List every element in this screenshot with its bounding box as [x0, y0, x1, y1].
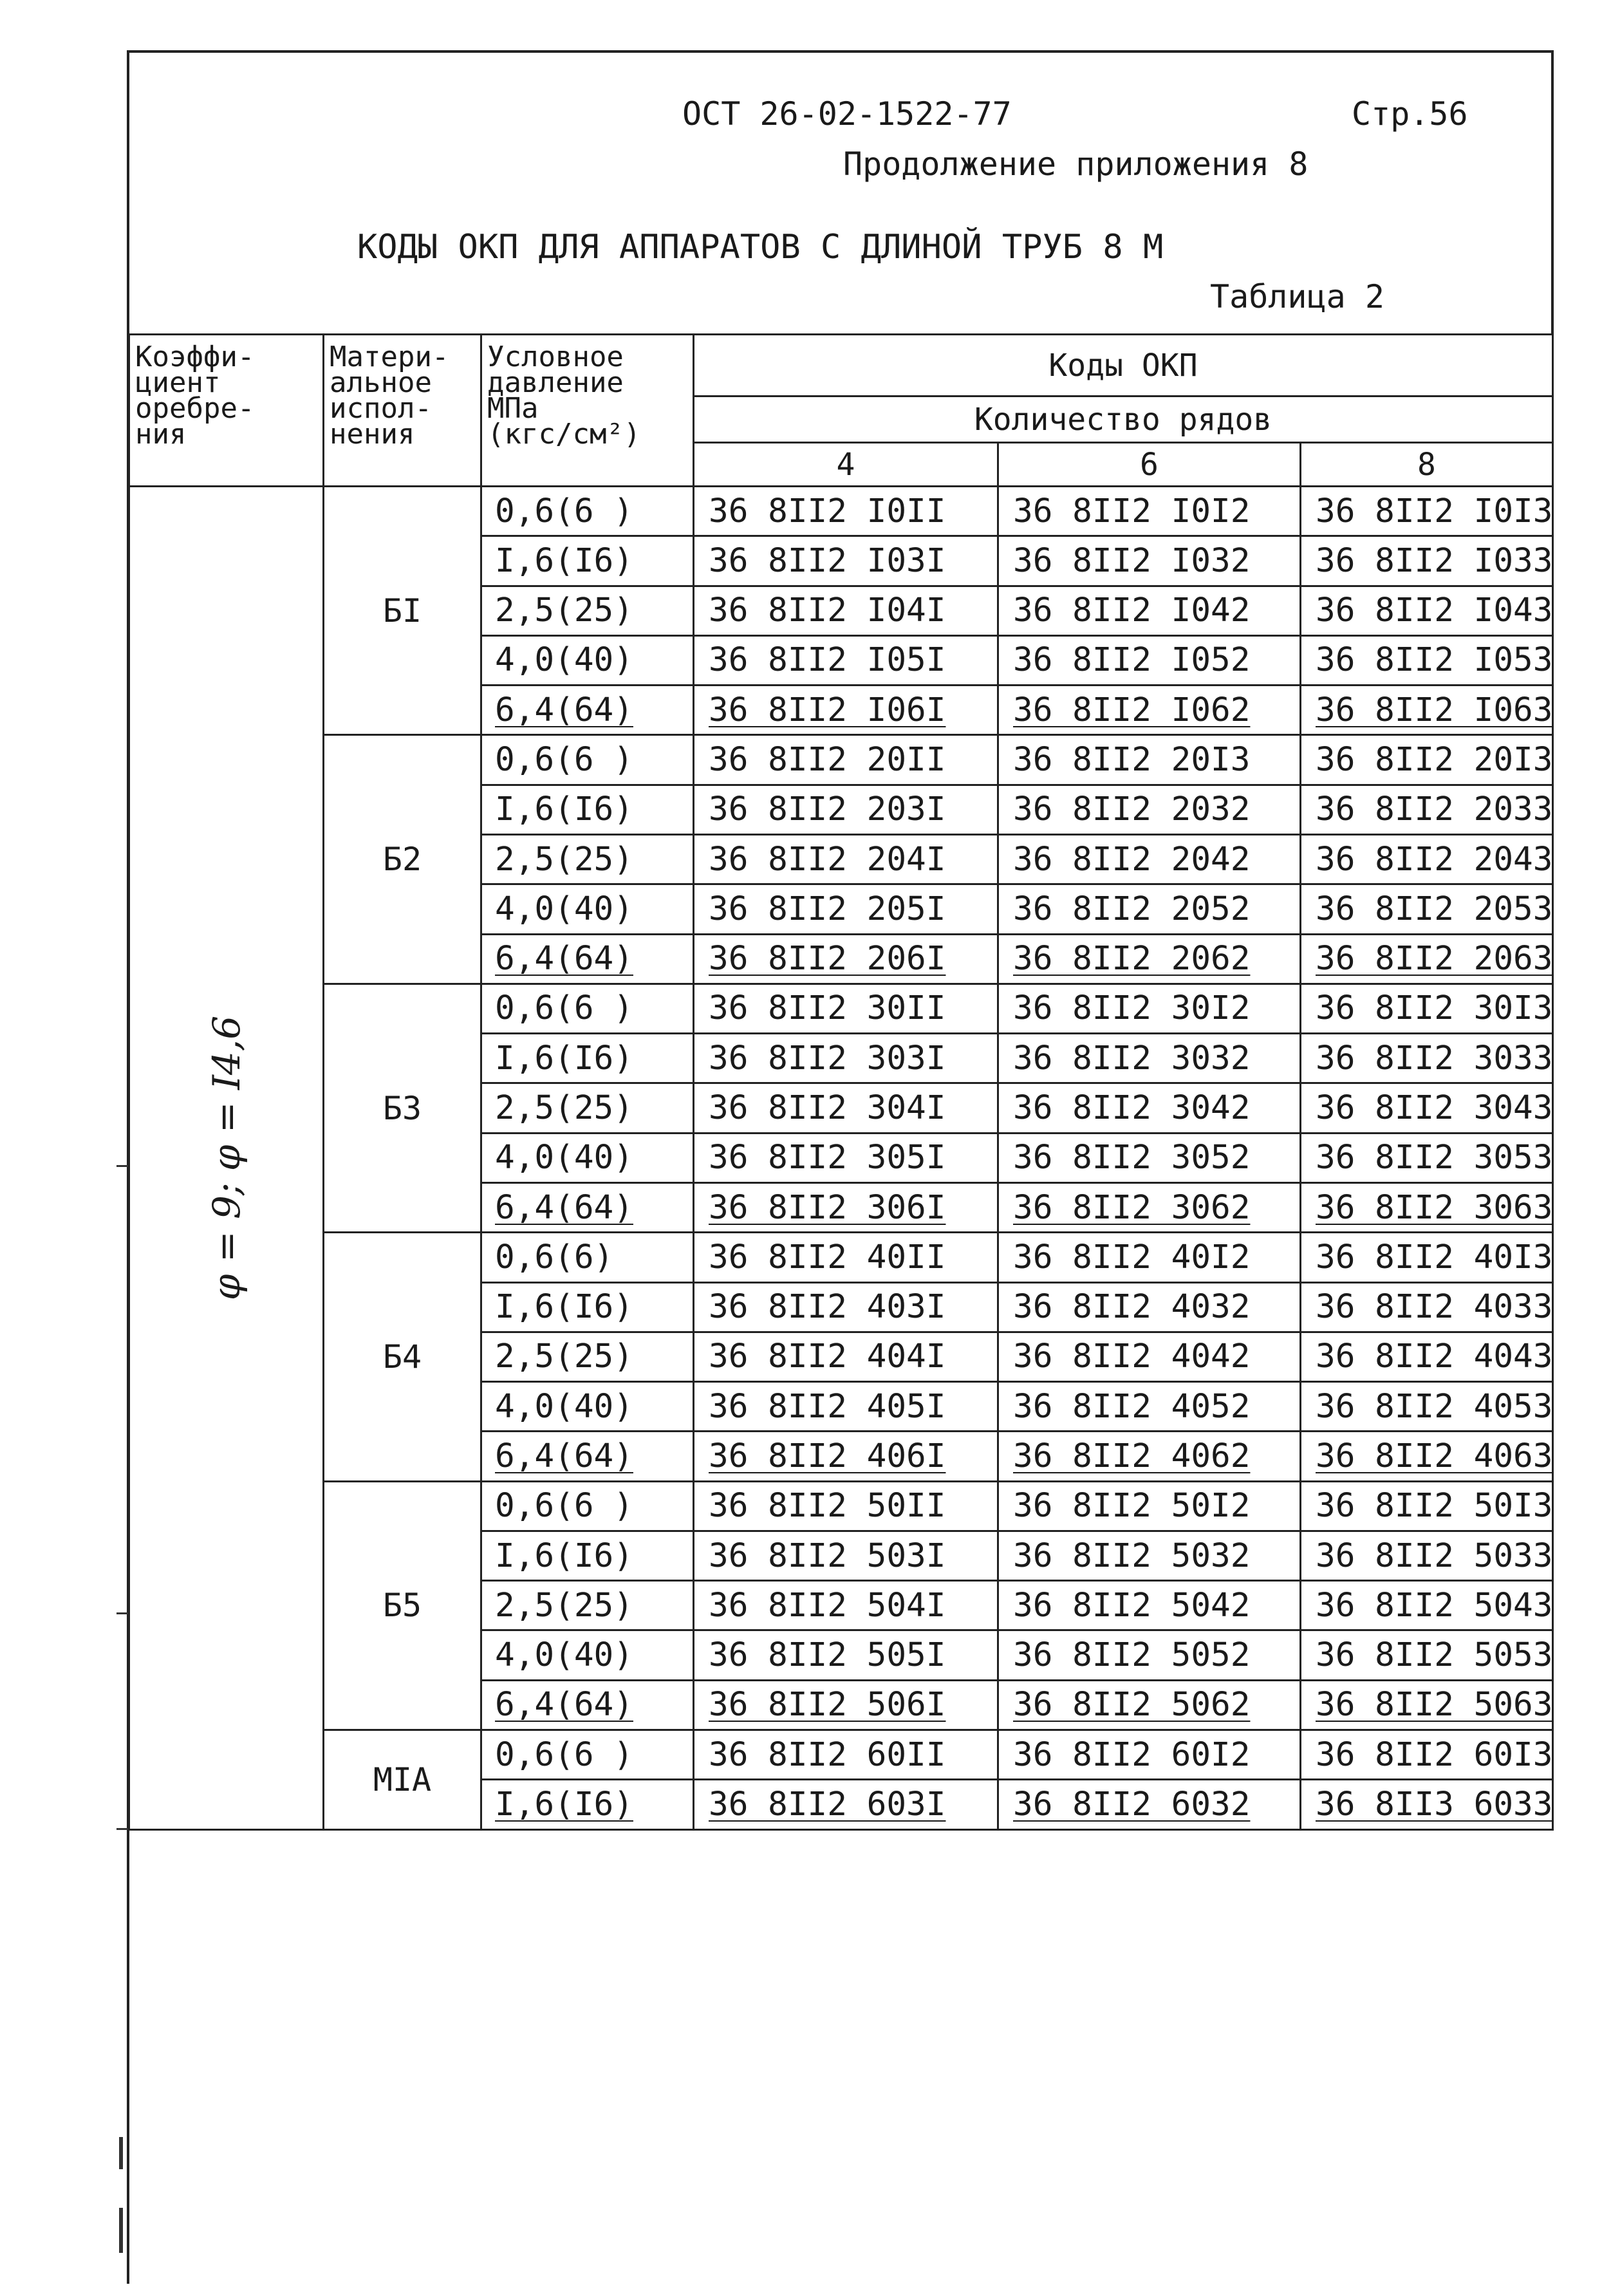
okp-code-cell: 36 8II2 50I2 [998, 1481, 1301, 1531]
pressure-cell: 6,4(64) [481, 934, 694, 984]
okp-code-cell: 36 8II2 I042 [998, 586, 1301, 635]
material-cell: БI [324, 487, 481, 735]
okp-code-cell: 36 8II2 2033 [1301, 785, 1553, 834]
okp-code-cell: 36 8II2 503I [694, 1531, 998, 1580]
pressure-cell: 4,0(40) [481, 1630, 694, 1680]
pressure-cell: I,6(I6) [481, 536, 694, 586]
okp-code-cell: 36 8II2 3043 [1301, 1083, 1553, 1133]
okp-code-cell: 36 8II2 4042 [998, 1332, 1301, 1381]
table-row [129, 1481, 1553, 1531]
okp-code-cell: 36 8II2 2032 [998, 785, 1301, 834]
table-row [129, 1730, 1553, 1780]
okp-code-cell: 36 8II2 60I2 [998, 1730, 1301, 1780]
pressure-cell: I,6(I6) [481, 1282, 694, 1332]
okp-code-cell: 36 8II2 60I3 [1301, 1730, 1553, 1780]
okp-code-cell: 36 8II2 5032 [998, 1531, 1301, 1580]
okp-code-cell: 36 8II2 205I [694, 884, 998, 934]
margin-tick [116, 1612, 128, 1614]
header-material: Матери- альное испол- нения [324, 335, 481, 487]
okp-code-cell: 36 8II2 303I [694, 1034, 998, 1083]
okp-code-cell: 36 8II2 I05I [694, 635, 998, 685]
margin-tick [116, 1165, 128, 1167]
okp-code-cell: 36 8II2 4063 [1301, 1432, 1553, 1481]
material-cell: МIА [324, 1730, 481, 1830]
okp-code-cell: 36 8II2 4033 [1301, 1282, 1553, 1332]
okp-code-cell: 36 8II2 I062 [998, 686, 1301, 735]
margin-mark [119, 2137, 123, 2169]
okp-code-cell: 36 8II2 306I [694, 1182, 998, 1232]
table-row [129, 984, 1553, 1033]
okp-code-cell: 36 8II2 505I [694, 1630, 998, 1680]
coefficient-label: φ = 9; φ = I4,6 [204, 1015, 248, 1301]
header-okp-codes: Коды ОКП [694, 335, 1553, 397]
okp-code-cell: 36 8II2 5053 [1301, 1630, 1553, 1680]
pressure-cell: I,6(I6) [481, 1780, 694, 1830]
okp-code-cell: 36 8II2 204I [694, 834, 998, 884]
okp-code-cell: 36 8II2 50II [694, 1481, 998, 1531]
okp-code-cell: 36 8II2 I0I2 [998, 487, 1301, 536]
header-rows-6: 6 [998, 443, 1301, 487]
okp-code-cell: 36 8II2 304I [694, 1083, 998, 1133]
okp-code-cell: 36 8II2 20I3 [1301, 735, 1553, 785]
okp-code-cell: 36 8II2 50I3 [1301, 1481, 1553, 1531]
okp-code-cell: 36 8II2 I04I [694, 586, 998, 635]
pressure-cell: 2,5(25) [481, 834, 694, 884]
okp-code-cell: 36 8II2 5062 [998, 1680, 1301, 1730]
pressure-cell: I,6(I6) [481, 785, 694, 834]
header-rows-4: 4 [694, 443, 998, 487]
table-number: Таблица 2 [1210, 278, 1384, 315]
pressure-cell: 4,0(40) [481, 884, 694, 934]
page-number: Стр.56 [1352, 95, 1468, 133]
pressure-cell: 4,0(40) [481, 635, 694, 685]
pressure-cell: 2,5(25) [481, 1332, 694, 1381]
okp-code-cell: 36 8II2 2052 [998, 884, 1301, 934]
pressure-cell: I,6(I6) [481, 1034, 694, 1083]
header-pressure: Условное давление МПа (кгс/см²) [481, 335, 694, 487]
table-row [129, 487, 1553, 536]
frame-top-border [127, 50, 1552, 53]
okp-code-cell: 36 8II2 20II [694, 735, 998, 785]
material-cell: Б5 [324, 1481, 481, 1730]
okp-code-cell: 36 8II2 3033 [1301, 1034, 1553, 1083]
okp-code-cell: 36 8II2 60II [694, 1730, 998, 1780]
okp-code-cell: 36 8II2 405I [694, 1382, 998, 1432]
okp-code-cell: 36 8II2 30II [694, 984, 998, 1033]
document-code: ОСТ 26-02-1522-77 [682, 95, 1012, 133]
okp-code-cell: 36 8II2 2042 [998, 834, 1301, 884]
okp-code-cell: 36 8II2 I06I [694, 686, 998, 735]
okp-code-cell: 36 8II2 3063 [1301, 1182, 1553, 1232]
frame-right-border [1551, 50, 1554, 333]
okp-code-cell: 36 8II2 I03I [694, 536, 998, 586]
header-rows-8: 8 [1301, 443, 1553, 487]
coefficient-cell [129, 487, 324, 1830]
pressure-cell: 0,6(6 ) [481, 984, 694, 1033]
pressure-cell: 2,5(25) [481, 586, 694, 635]
pressure-cell: 6,4(64) [481, 1432, 694, 1481]
okp-code-cell: 36 8II2 206I [694, 934, 998, 984]
okp-code-cell: 36 8II2 3042 [998, 1083, 1301, 1133]
okp-code-cell: 36 8II2 4062 [998, 1432, 1301, 1481]
pressure-cell: 0,6(6) [481, 1233, 694, 1282]
table-row [129, 735, 1553, 785]
header-coefficient: Коэффи- циент оребре- ния [129, 335, 324, 487]
okp-code-cell: 36 8II2 2043 [1301, 834, 1553, 884]
okp-code-cell: 36 8II2 40I3 [1301, 1233, 1553, 1282]
okp-code-cell: 36 8II2 403I [694, 1282, 998, 1332]
pressure-cell: 2,5(25) [481, 1083, 694, 1133]
okp-code-cell: 36 8II2 2053 [1301, 884, 1553, 934]
okp-code-cell: 36 8II2 2063 [1301, 934, 1553, 984]
okp-code-cell: 36 8II2 I033 [1301, 536, 1553, 586]
okp-code-cell: 36 8II2 I063 [1301, 686, 1553, 735]
okp-code-cell: 36 8II2 2062 [998, 934, 1301, 984]
okp-code-cell: 36 8II2 5063 [1301, 1680, 1553, 1730]
okp-code-cell: 36 8II2 I0II [694, 487, 998, 536]
pressure-cell: 0,6(6 ) [481, 735, 694, 785]
material-cell: Б4 [324, 1233, 481, 1481]
continuation-note: Продолжение приложения 8 [843, 145, 1308, 183]
okp-code-cell: 36 8II2 3052 [998, 1133, 1301, 1182]
okp-code-cell: 36 8II2 406I [694, 1432, 998, 1481]
table-caption: КОДЫ ОКП ДЛЯ АППАРАТОВ С ДЛИНОЙ ТРУБ 8 М [357, 228, 1164, 266]
okp-code-cell: 36 8II2 4053 [1301, 1382, 1553, 1432]
okp-code-cell: 36 8II2 404I [694, 1332, 998, 1381]
okp-code-cell: 36 8II2 4032 [998, 1282, 1301, 1332]
okp-code-cell: 36 8II2 30I2 [998, 984, 1301, 1033]
okp-code-cell: 36 8II2 5033 [1301, 1531, 1553, 1580]
margin-mark [119, 2208, 123, 2253]
okp-codes-table [128, 333, 1554, 1831]
okp-code-cell: 36 8II2 I032 [998, 536, 1301, 586]
okp-code-cell: 36 8II2 3062 [998, 1182, 1301, 1232]
pressure-cell: 0,6(6 ) [481, 1481, 694, 1531]
header-row-count: Количество рядов [694, 397, 1553, 443]
okp-code-cell: 36 8II2 5052 [998, 1630, 1301, 1680]
okp-code-cell: 36 8II2 3053 [1301, 1133, 1553, 1182]
material-cell: Б2 [324, 735, 481, 984]
okp-code-cell: 36 8II2 203I [694, 785, 998, 834]
pressure-cell: 6,4(64) [481, 1182, 694, 1232]
okp-code-cell: 36 8II2 I0I3 [1301, 487, 1553, 536]
okp-code-cell: 36 8II2 305I [694, 1133, 998, 1182]
okp-code-cell: 36 8II2 603I [694, 1780, 998, 1830]
okp-code-cell: 36 8II2 4052 [998, 1382, 1301, 1432]
material-cell: Б3 [324, 984, 481, 1232]
pressure-cell: 0,6(6 ) [481, 487, 694, 536]
table-row [129, 1233, 1553, 1282]
okp-code-cell: 36 8II2 I043 [1301, 586, 1553, 635]
okp-code-cell: 36 8II2 40I2 [998, 1233, 1301, 1282]
okp-code-cell: 36 8II3 6033 [1301, 1780, 1553, 1830]
pressure-cell: 2,5(25) [481, 1581, 694, 1630]
okp-code-cell: 36 8II2 506I [694, 1680, 998, 1730]
okp-code-cell: 36 8II2 504I [694, 1581, 998, 1630]
okp-code-cell: 36 8II2 I053 [1301, 635, 1553, 685]
okp-code-cell: 36 8II2 6032 [998, 1780, 1301, 1830]
okp-code-cell: 36 8II2 5043 [1301, 1581, 1553, 1630]
okp-code-cell: 36 8II2 20I3 [998, 735, 1301, 785]
okp-code-cell: 36 8II2 5042 [998, 1581, 1301, 1630]
pressure-cell: 6,4(64) [481, 1680, 694, 1730]
margin-tick [116, 1828, 128, 1830]
pressure-cell: 4,0(40) [481, 1382, 694, 1432]
pressure-cell: 6,4(64) [481, 686, 694, 735]
okp-code-cell: 36 8II2 3032 [998, 1034, 1301, 1083]
okp-code-cell: 36 8II2 4043 [1301, 1332, 1553, 1381]
okp-code-cell: 36 8II2 30I3 [1301, 984, 1553, 1033]
okp-code-cell: 36 8II2 I052 [998, 635, 1301, 685]
pressure-cell: 0,6(6 ) [481, 1730, 694, 1780]
okp-code-cell: 36 8II2 40II [694, 1233, 998, 1282]
pressure-cell: 4,0(40) [481, 1133, 694, 1182]
pressure-cell: I,6(I6) [481, 1531, 694, 1580]
